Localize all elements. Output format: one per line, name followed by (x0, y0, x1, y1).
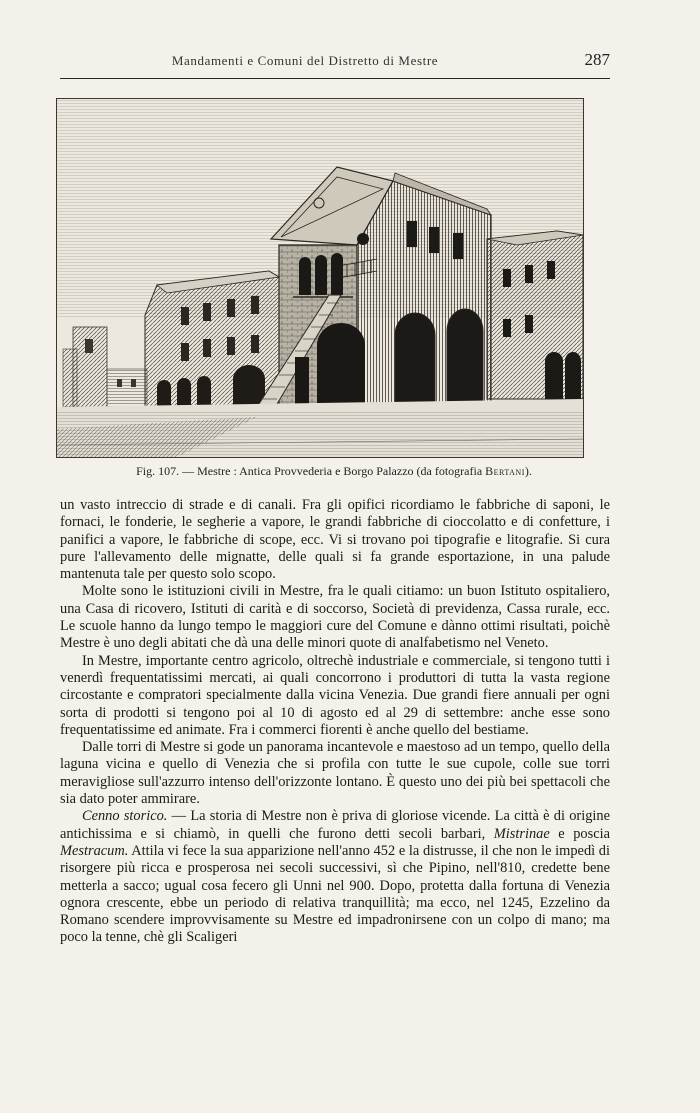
caption-end: ). (524, 464, 532, 478)
caption-credit: Bertani (485, 464, 525, 478)
figure-caption (56, 464, 612, 479)
body-text (60, 497, 610, 947)
caption-text: Fig. 107. — Mestre : Antica Provvederia e Borgo Palazzo (da fotografia (136, 464, 486, 478)
running-title: Mandamenti e Comuni del Distretto di Mestre (171, 53, 439, 68)
paragraph-5: Cenno storico. — La storia di Mestre non è priva di gloriose vicende. La città è di origine antichissima e si chiamò, in quelli che furono detti secoli barbari, Mistrinae e poscia Mestracum. Attila vi fece la sua apparizione nell'anno 452 e la distrusse, il che non le impedì di risorgere più ricca e prosperosa nei secoli successivi, sì che Pipino, nell'810, credette bene metterla a sacco; ugual cosa fecero gli Unni nel 900. Dopo, protetta dalla fortuna di Venezia ognora crescente, ebbe un periodo di relativa tranquillità; ma ecco, nel 1245, Ezzelino da Romano scendere improvvisamente su Mestre ed impadronirsene con un colpo di mano; ma poco la tenne, chè gli Scaligeri (60, 808, 610, 946)
latin-name-mistrinae: Mistrinae (493, 825, 550, 842)
paragraph-2: Molte sono le istituzioni civili in Mestre, fra le quali citiamo: un buon Istituto ospitaliero, una Casa di ricovero, Istituti di carità e di soccorso, Società di previdenza, Cassa rurale, ecc. Le scuole hanno da lungo tempo le maggiori cure del Comune e dànno ottimi risultati, poichè Mestre è uno degli abitati che dà una delle minori quote di analfabetismo nel Veneto. (60, 583, 610, 652)
section-label: Cenno storico. (82, 808, 168, 825)
paragraph-3: In Mestre, importante centro agricolo, oltrechè industriale e commerciale, si tengono tutti i venerdì frequentatissimi mercati, ai quali concorrono i produttori di tutta la vasta regione circostante e compratori specialmente dalla vicina Venezia. Due grandi fiere annuali per ogni sorta di prodotti si tengono poi al 10 di agosto ed al 29 di settembre: anche esse sono frequentatissime ed animate. Fra i commerci fiorenti è anche quello del bestiame. (60, 652, 610, 738)
page-number: 287 (584, 50, 610, 69)
figure-illustration (56, 98, 584, 458)
running-head (60, 50, 610, 74)
paragraph-4: Dalle torri di Mestre si gode un panorama incantevole e maestoso ad un tempo, quello della laguna vicina e quello di Venezia che si profila con tutte le sue cupole, colle sue torri meravigliose sull'azzurro intenso dell'orizzonte lontano. È questo uno dei più bei spettacoli che sia dato poter ammirare. (60, 739, 610, 808)
paragraph-1: un vasto intreccio di strade e di canali. Fra gli opifici ricordiamo le fabbriche di saponi, le fornaci, le fonderie, le segherie a vapore, le grandi fabbriche di cioccolatto e di confetture, i panifici a vapore, le fabbriche di scope, ecc. Vi si trovano poi tipografie e litografie. Si cura pure l'allevamento delle mignatte, delle quali si fa grande esportazione, in una palude mantenuta tale per questo solo scopo. (60, 497, 610, 583)
latin-name-mestracum: Mestracum. (60, 842, 129, 859)
engraving-mestre-provvederia (57, 99, 583, 457)
header-rule (60, 78, 610, 79)
